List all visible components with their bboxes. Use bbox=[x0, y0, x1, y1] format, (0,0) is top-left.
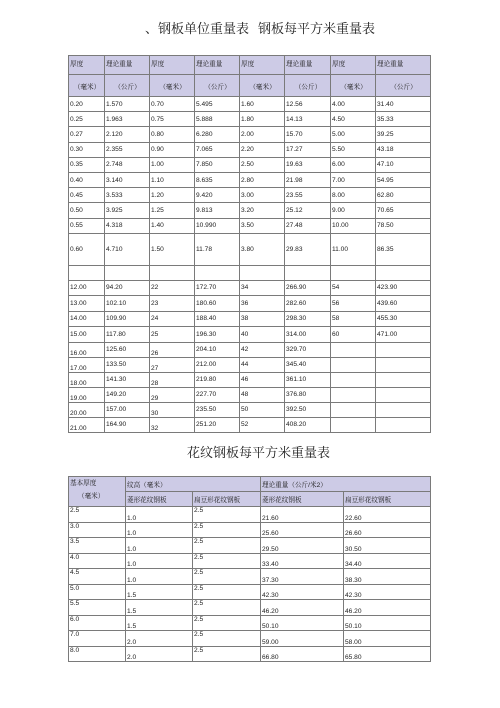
table-cell: 439.60 bbox=[376, 296, 431, 312]
table-cell: 3.0 bbox=[69, 522, 126, 538]
header-cell: 理论重量 bbox=[285, 56, 331, 75]
table-cell: 23.55 bbox=[285, 188, 331, 203]
table-cell: 5.5 bbox=[69, 600, 126, 616]
table-cell: 1.5 bbox=[126, 584, 193, 600]
table-cell: 47.10 bbox=[376, 157, 431, 172]
table-cell: 2.120 bbox=[105, 127, 150, 142]
table-cell: 14.00 bbox=[69, 311, 105, 327]
table-row bbox=[69, 127, 431, 142]
table-cell: 2.5 bbox=[193, 538, 261, 554]
table-cell: 35.33 bbox=[376, 112, 431, 127]
table2-title: 花纹钢板每平方米重量表 bbox=[187, 446, 331, 461]
table-cell: 42.30 bbox=[261, 584, 344, 600]
table-cell: 164.90 bbox=[105, 417, 150, 432]
table-cell: 34 bbox=[240, 280, 285, 296]
table-cell: 1.963 bbox=[105, 112, 150, 127]
table-cell: 329.70 bbox=[285, 342, 331, 357]
header-diamond-weight: 菱形花纹钢板 bbox=[261, 492, 344, 507]
table-cell: 38.30 bbox=[344, 569, 431, 585]
table-cell: 54.95 bbox=[376, 172, 431, 187]
table-cell: 7.850 bbox=[195, 157, 240, 172]
table-spacer-row bbox=[69, 265, 431, 280]
table-row bbox=[69, 357, 431, 372]
table-cell: 2.5 bbox=[193, 600, 261, 616]
table-cell: 204.10 bbox=[195, 342, 240, 357]
table-cell: 25.60 bbox=[261, 522, 344, 538]
table-cell: 1.0 bbox=[126, 522, 193, 538]
header-cell: 厚度 bbox=[240, 56, 285, 75]
table-cell: 27 bbox=[150, 357, 195, 372]
table-cell: 46.20 bbox=[261, 600, 344, 616]
table-cell: 2.5 bbox=[193, 584, 261, 600]
table-cell: 392.50 bbox=[285, 402, 331, 417]
table-cell: 0.50 bbox=[69, 203, 105, 218]
table-cell: 25.12 bbox=[285, 203, 331, 218]
empty-cell bbox=[376, 265, 431, 280]
table-row bbox=[69, 646, 431, 662]
table-row bbox=[69, 569, 431, 585]
table-cell: 42 bbox=[240, 342, 285, 357]
table-cell: 0.30 bbox=[69, 142, 105, 157]
table-cell: 9.00 bbox=[331, 203, 376, 218]
table-cell: 70.65 bbox=[376, 203, 431, 218]
table-cell bbox=[331, 342, 376, 357]
table-cell: 25 bbox=[150, 327, 195, 343]
header-unit-cell: （公斤） bbox=[285, 75, 331, 97]
table-cell: 9.420 bbox=[195, 188, 240, 203]
table-cell: 7.065 bbox=[195, 142, 240, 157]
table-cell: 117.80 bbox=[105, 327, 150, 343]
table-cell: 46.20 bbox=[344, 600, 431, 616]
header-bean: 扁豆形花纹钢板 bbox=[193, 492, 261, 507]
header-unit-cell: （毫米） bbox=[150, 75, 195, 97]
table-cell: 22.60 bbox=[344, 507, 431, 523]
table-cell: 27.48 bbox=[285, 218, 331, 233]
header-cell: 厚度 bbox=[150, 56, 195, 75]
table-cell: 3.140 bbox=[105, 172, 150, 187]
table-cell: 50.10 bbox=[261, 615, 344, 631]
table-cell: 2.5 bbox=[193, 631, 261, 647]
table-cell: 66.80 bbox=[261, 646, 344, 662]
table-cell: 5.0 bbox=[69, 584, 126, 600]
table-cell: 4.318 bbox=[105, 218, 150, 233]
header-unit-cell: （公斤） bbox=[376, 75, 431, 97]
table-cell: 4.710 bbox=[105, 233, 150, 265]
table-cell: 28 bbox=[150, 372, 195, 387]
table-cell: 44 bbox=[240, 357, 285, 372]
table-cell: 29 bbox=[150, 387, 195, 402]
table-cell: 235.50 bbox=[195, 402, 240, 417]
table-cell: 2.5 bbox=[193, 615, 261, 631]
table-cell: 408.20 bbox=[285, 417, 331, 432]
table-cell: 149.20 bbox=[105, 387, 150, 402]
table-cell: 12.00 bbox=[69, 280, 105, 296]
table-cell: 376.80 bbox=[285, 387, 331, 402]
table-cell: 2.355 bbox=[105, 142, 150, 157]
table-cell: 3.50 bbox=[240, 218, 285, 233]
steel-plate-weight-table bbox=[68, 55, 431, 433]
table-cell: 31.40 bbox=[376, 97, 431, 112]
header-cell: 理论重量 bbox=[195, 56, 240, 75]
table-cell: 5.888 bbox=[195, 112, 240, 127]
table-cell: 3.925 bbox=[105, 203, 150, 218]
table-cell: 39.25 bbox=[376, 127, 431, 142]
table-cell: 1.25 bbox=[150, 203, 195, 218]
table-cell: 109.90 bbox=[105, 311, 150, 327]
table-cell: 5.00 bbox=[331, 127, 376, 142]
table-row bbox=[69, 157, 431, 172]
table-cell: 26 bbox=[150, 342, 195, 357]
table-cell: 1.00 bbox=[150, 157, 195, 172]
table-cell: 59.00 bbox=[261, 631, 344, 647]
table-cell: 0.80 bbox=[150, 127, 195, 142]
table-cell: 19.63 bbox=[285, 157, 331, 172]
table-cell: 29.83 bbox=[285, 233, 331, 265]
table-cell: 455.30 bbox=[376, 311, 431, 327]
table-cell: 212.00 bbox=[195, 357, 240, 372]
table-cell: 40 bbox=[240, 327, 285, 343]
table-cell: 0.40 bbox=[69, 172, 105, 187]
table-cell: 3.533 bbox=[105, 188, 150, 203]
table-cell: 0.60 bbox=[69, 233, 105, 265]
table-cell: 219.80 bbox=[195, 372, 240, 387]
header-cell: 理论重量 bbox=[105, 56, 150, 75]
table-cell: 2.5 bbox=[193, 522, 261, 538]
table-cell: 8.00 bbox=[331, 188, 376, 203]
table-cell: 2.5 bbox=[193, 507, 261, 523]
table-cell: 42.30 bbox=[344, 584, 431, 600]
table-cell: 19.00 bbox=[69, 387, 105, 402]
table-cell: 32 bbox=[150, 417, 195, 432]
table-cell bbox=[376, 342, 431, 357]
table-cell: 54 bbox=[331, 280, 376, 296]
table-cell: 2.0 bbox=[126, 646, 193, 662]
header-diamond: 菱形花纹钢板 bbox=[126, 492, 193, 507]
table-cell: 125.60 bbox=[105, 342, 150, 357]
table-row bbox=[69, 296, 431, 312]
table-cell bbox=[376, 402, 431, 417]
table-row bbox=[69, 188, 431, 203]
header-theoretical-weight: 理论重量（公斤/米2） bbox=[261, 477, 431, 492]
table-cell: 23 bbox=[150, 296, 195, 312]
table-cell: 6.0 bbox=[69, 615, 126, 631]
table-cell: 1.40 bbox=[150, 218, 195, 233]
empty-cell bbox=[240, 265, 285, 280]
table-cell: 471.00 bbox=[376, 327, 431, 343]
table-cell: 1.0 bbox=[126, 569, 193, 585]
table-row bbox=[69, 218, 431, 233]
table-cell: 14.13 bbox=[285, 112, 331, 127]
table-cell: 7.0 bbox=[69, 631, 126, 647]
table-cell: 1.5 bbox=[126, 615, 193, 631]
table-cell: 227.70 bbox=[195, 387, 240, 402]
table-cell: 2.5 bbox=[193, 569, 261, 585]
table-cell: 0.70 bbox=[150, 97, 195, 112]
table-cell: 4.0 bbox=[69, 553, 126, 569]
table-cell: 21.60 bbox=[261, 507, 344, 523]
table-row bbox=[69, 538, 431, 554]
table-cell: 6.280 bbox=[195, 127, 240, 142]
table-cell: 1.5 bbox=[126, 600, 193, 616]
table-cell: 30.50 bbox=[344, 538, 431, 554]
table-cell: 8.0 bbox=[69, 646, 126, 662]
table-cell: 251.20 bbox=[195, 417, 240, 432]
table-cell bbox=[376, 417, 431, 432]
table-row bbox=[69, 342, 431, 357]
checkered-plate-weight-table bbox=[68, 476, 431, 662]
table-cell: 16.00 bbox=[69, 342, 105, 357]
table-cell: 20.00 bbox=[69, 402, 105, 417]
empty-cell bbox=[105, 265, 150, 280]
table-cell: 30 bbox=[150, 402, 195, 417]
table-cell: 10.00 bbox=[331, 218, 376, 233]
table-cell: 8.635 bbox=[195, 172, 240, 187]
table-cell: 0.27 bbox=[69, 127, 105, 142]
table-cell: 29.50 bbox=[261, 538, 344, 554]
table-cell: 50.10 bbox=[344, 615, 431, 631]
table-cell bbox=[376, 372, 431, 387]
header-unit-cell: （公斤） bbox=[105, 75, 150, 97]
table-cell: 314.00 bbox=[285, 327, 331, 343]
table-cell: 0.75 bbox=[150, 112, 195, 127]
empty-cell bbox=[150, 265, 195, 280]
table-cell: 1.50 bbox=[150, 233, 195, 265]
table-cell: 12.56 bbox=[285, 97, 331, 112]
table1-title-left: 、钢板单位重量表 bbox=[145, 22, 250, 37]
table-row bbox=[69, 522, 431, 538]
table-cell: 188.40 bbox=[195, 311, 240, 327]
table-row bbox=[69, 280, 431, 296]
table-row bbox=[69, 203, 431, 218]
table-cell: 58 bbox=[331, 311, 376, 327]
empty-cell bbox=[195, 265, 240, 280]
table-cell bbox=[376, 387, 431, 402]
table-cell: 141.30 bbox=[105, 372, 150, 387]
header-pattern-height: 纹高（毫米） bbox=[126, 477, 261, 492]
table-cell: 1.10 bbox=[150, 172, 195, 187]
table-cell: 3.5 bbox=[69, 538, 126, 554]
table-cell: 65.80 bbox=[344, 646, 431, 662]
table-cell: 43.18 bbox=[376, 142, 431, 157]
header-thickness: 基本厚度 （毫米） bbox=[69, 477, 126, 507]
table-cell: 10.990 bbox=[195, 218, 240, 233]
table-row bbox=[69, 311, 431, 327]
table-cell: 60 bbox=[331, 327, 376, 343]
table-cell: 2.20 bbox=[240, 142, 285, 157]
table-row bbox=[69, 553, 431, 569]
table-cell: 2.5 bbox=[193, 646, 261, 662]
table-cell: 298.30 bbox=[285, 311, 331, 327]
table-cell: 46 bbox=[240, 372, 285, 387]
table-cell: 133.50 bbox=[105, 357, 150, 372]
header-cell: 厚度 bbox=[331, 56, 376, 75]
table-cell: 1.0 bbox=[126, 553, 193, 569]
table-header-row bbox=[69, 56, 431, 75]
empty-cell bbox=[69, 265, 105, 280]
table-cell: 266.90 bbox=[285, 280, 331, 296]
table-cell: 4.5 bbox=[69, 569, 126, 585]
table-cell: 38 bbox=[240, 311, 285, 327]
header-unit-cell: （毫米） bbox=[69, 75, 105, 97]
table-cell: 33.40 bbox=[261, 553, 344, 569]
table-cell: 52 bbox=[240, 417, 285, 432]
table-cell: 2.0 bbox=[126, 631, 193, 647]
table-row bbox=[69, 97, 431, 112]
table-cell: 56 bbox=[331, 296, 376, 312]
table-cell: 1.570 bbox=[105, 97, 150, 112]
table-cell: 4.00 bbox=[331, 97, 376, 112]
header-cell: 厚度 bbox=[69, 56, 105, 75]
table-row bbox=[69, 112, 431, 127]
table-cell: 22 bbox=[150, 280, 195, 296]
table-cell: 2.50 bbox=[240, 157, 285, 172]
table-cell: 361.10 bbox=[285, 372, 331, 387]
table-row bbox=[69, 615, 431, 631]
table-cell: 7.00 bbox=[331, 172, 376, 187]
header-cell: 理论重量 bbox=[376, 56, 431, 75]
table-row bbox=[69, 142, 431, 157]
table-cell: 6.00 bbox=[331, 157, 376, 172]
table-cell: 196.30 bbox=[195, 327, 240, 343]
table-cell: 86.35 bbox=[376, 233, 431, 265]
table-row bbox=[69, 631, 431, 647]
table-cell: 58.00 bbox=[344, 631, 431, 647]
table-cell: 2.5 bbox=[193, 553, 261, 569]
table-cell: 0.55 bbox=[69, 218, 105, 233]
table-cell: 36 bbox=[240, 296, 285, 312]
table-cell bbox=[331, 372, 376, 387]
table-cell: 1.60 bbox=[240, 97, 285, 112]
table-cell: 157.00 bbox=[105, 402, 150, 417]
table-cell: 0.25 bbox=[69, 112, 105, 127]
table-cell: 4.50 bbox=[331, 112, 376, 127]
table-row bbox=[69, 417, 431, 432]
table-cell: 50 bbox=[240, 402, 285, 417]
table-cell: 18.00 bbox=[69, 372, 105, 387]
table-cell: 1.0 bbox=[126, 507, 193, 523]
table-cell: 2.80 bbox=[240, 172, 285, 187]
table-cell: 0.90 bbox=[150, 142, 195, 157]
table-cell bbox=[331, 402, 376, 417]
table-row bbox=[69, 507, 431, 523]
table-cell: 3.80 bbox=[240, 233, 285, 265]
table1-title-right: 钢板每平方米重量表 bbox=[258, 22, 376, 37]
table-cell: 48 bbox=[240, 387, 285, 402]
table-cell: 37.30 bbox=[261, 569, 344, 585]
table-row bbox=[69, 600, 431, 616]
table-cell: 102.10 bbox=[105, 296, 150, 312]
table-cell: 24 bbox=[150, 311, 195, 327]
header-unit-cell: （公斤） bbox=[195, 75, 240, 97]
table-cell: 282.60 bbox=[285, 296, 331, 312]
table-cell: 5.495 bbox=[195, 97, 240, 112]
table-cell: 5.50 bbox=[331, 142, 376, 157]
table-cell: 94.20 bbox=[105, 280, 150, 296]
header-bean-weight: 扁豆形花纹钢板 bbox=[344, 492, 431, 507]
header-unit-cell: （毫米） bbox=[240, 75, 285, 97]
table-cell: 345.40 bbox=[285, 357, 331, 372]
table-row bbox=[69, 402, 431, 417]
empty-cell bbox=[331, 265, 376, 280]
table-cell: 423.90 bbox=[376, 280, 431, 296]
table-cell: 2.5 bbox=[69, 507, 126, 523]
table-cell: 62.80 bbox=[376, 188, 431, 203]
table-cell: 2.748 bbox=[105, 157, 150, 172]
table-cell: 11.00 bbox=[331, 233, 376, 265]
table-cell: 17.00 bbox=[69, 357, 105, 372]
header-unit-cell: （毫米） bbox=[331, 75, 376, 97]
empty-cell bbox=[285, 265, 331, 280]
table-cell: 11.78 bbox=[195, 233, 240, 265]
table-cell: 2.00 bbox=[240, 127, 285, 142]
table-cell: 0.20 bbox=[69, 97, 105, 112]
table-cell bbox=[331, 387, 376, 402]
table-row bbox=[69, 172, 431, 187]
table-cell: 0.45 bbox=[69, 188, 105, 203]
table-row bbox=[69, 584, 431, 600]
table-row bbox=[69, 327, 431, 343]
table-cell: 21.00 bbox=[69, 417, 105, 432]
table-cell bbox=[376, 357, 431, 372]
table-cell: 21.98 bbox=[285, 172, 331, 187]
table-cell: 15.00 bbox=[69, 327, 105, 343]
table-cell: 0.35 bbox=[69, 157, 105, 172]
table-cell: 78.50 bbox=[376, 218, 431, 233]
table-cell: 1.0 bbox=[126, 538, 193, 554]
table-cell: 34.40 bbox=[344, 553, 431, 569]
table-cell: 3.00 bbox=[240, 188, 285, 203]
table-cell: 15.70 bbox=[285, 127, 331, 142]
table-cell: 1.80 bbox=[240, 112, 285, 127]
table-cell: 17.27 bbox=[285, 142, 331, 157]
table-cell: 13.00 bbox=[69, 296, 105, 312]
table-row bbox=[69, 387, 431, 402]
table-row bbox=[69, 233, 431, 265]
table-header-unit-row bbox=[69, 75, 431, 97]
table-cell: 172.70 bbox=[195, 280, 240, 296]
table-cell: 26.60 bbox=[344, 522, 431, 538]
table-cell: 9.813 bbox=[195, 203, 240, 218]
table-cell: 1.20 bbox=[150, 188, 195, 203]
table-cell: 180.60 bbox=[195, 296, 240, 312]
table-row bbox=[69, 372, 431, 387]
table-cell: 3.20 bbox=[240, 203, 285, 218]
table-cell bbox=[331, 357, 376, 372]
table-cell bbox=[331, 417, 376, 432]
